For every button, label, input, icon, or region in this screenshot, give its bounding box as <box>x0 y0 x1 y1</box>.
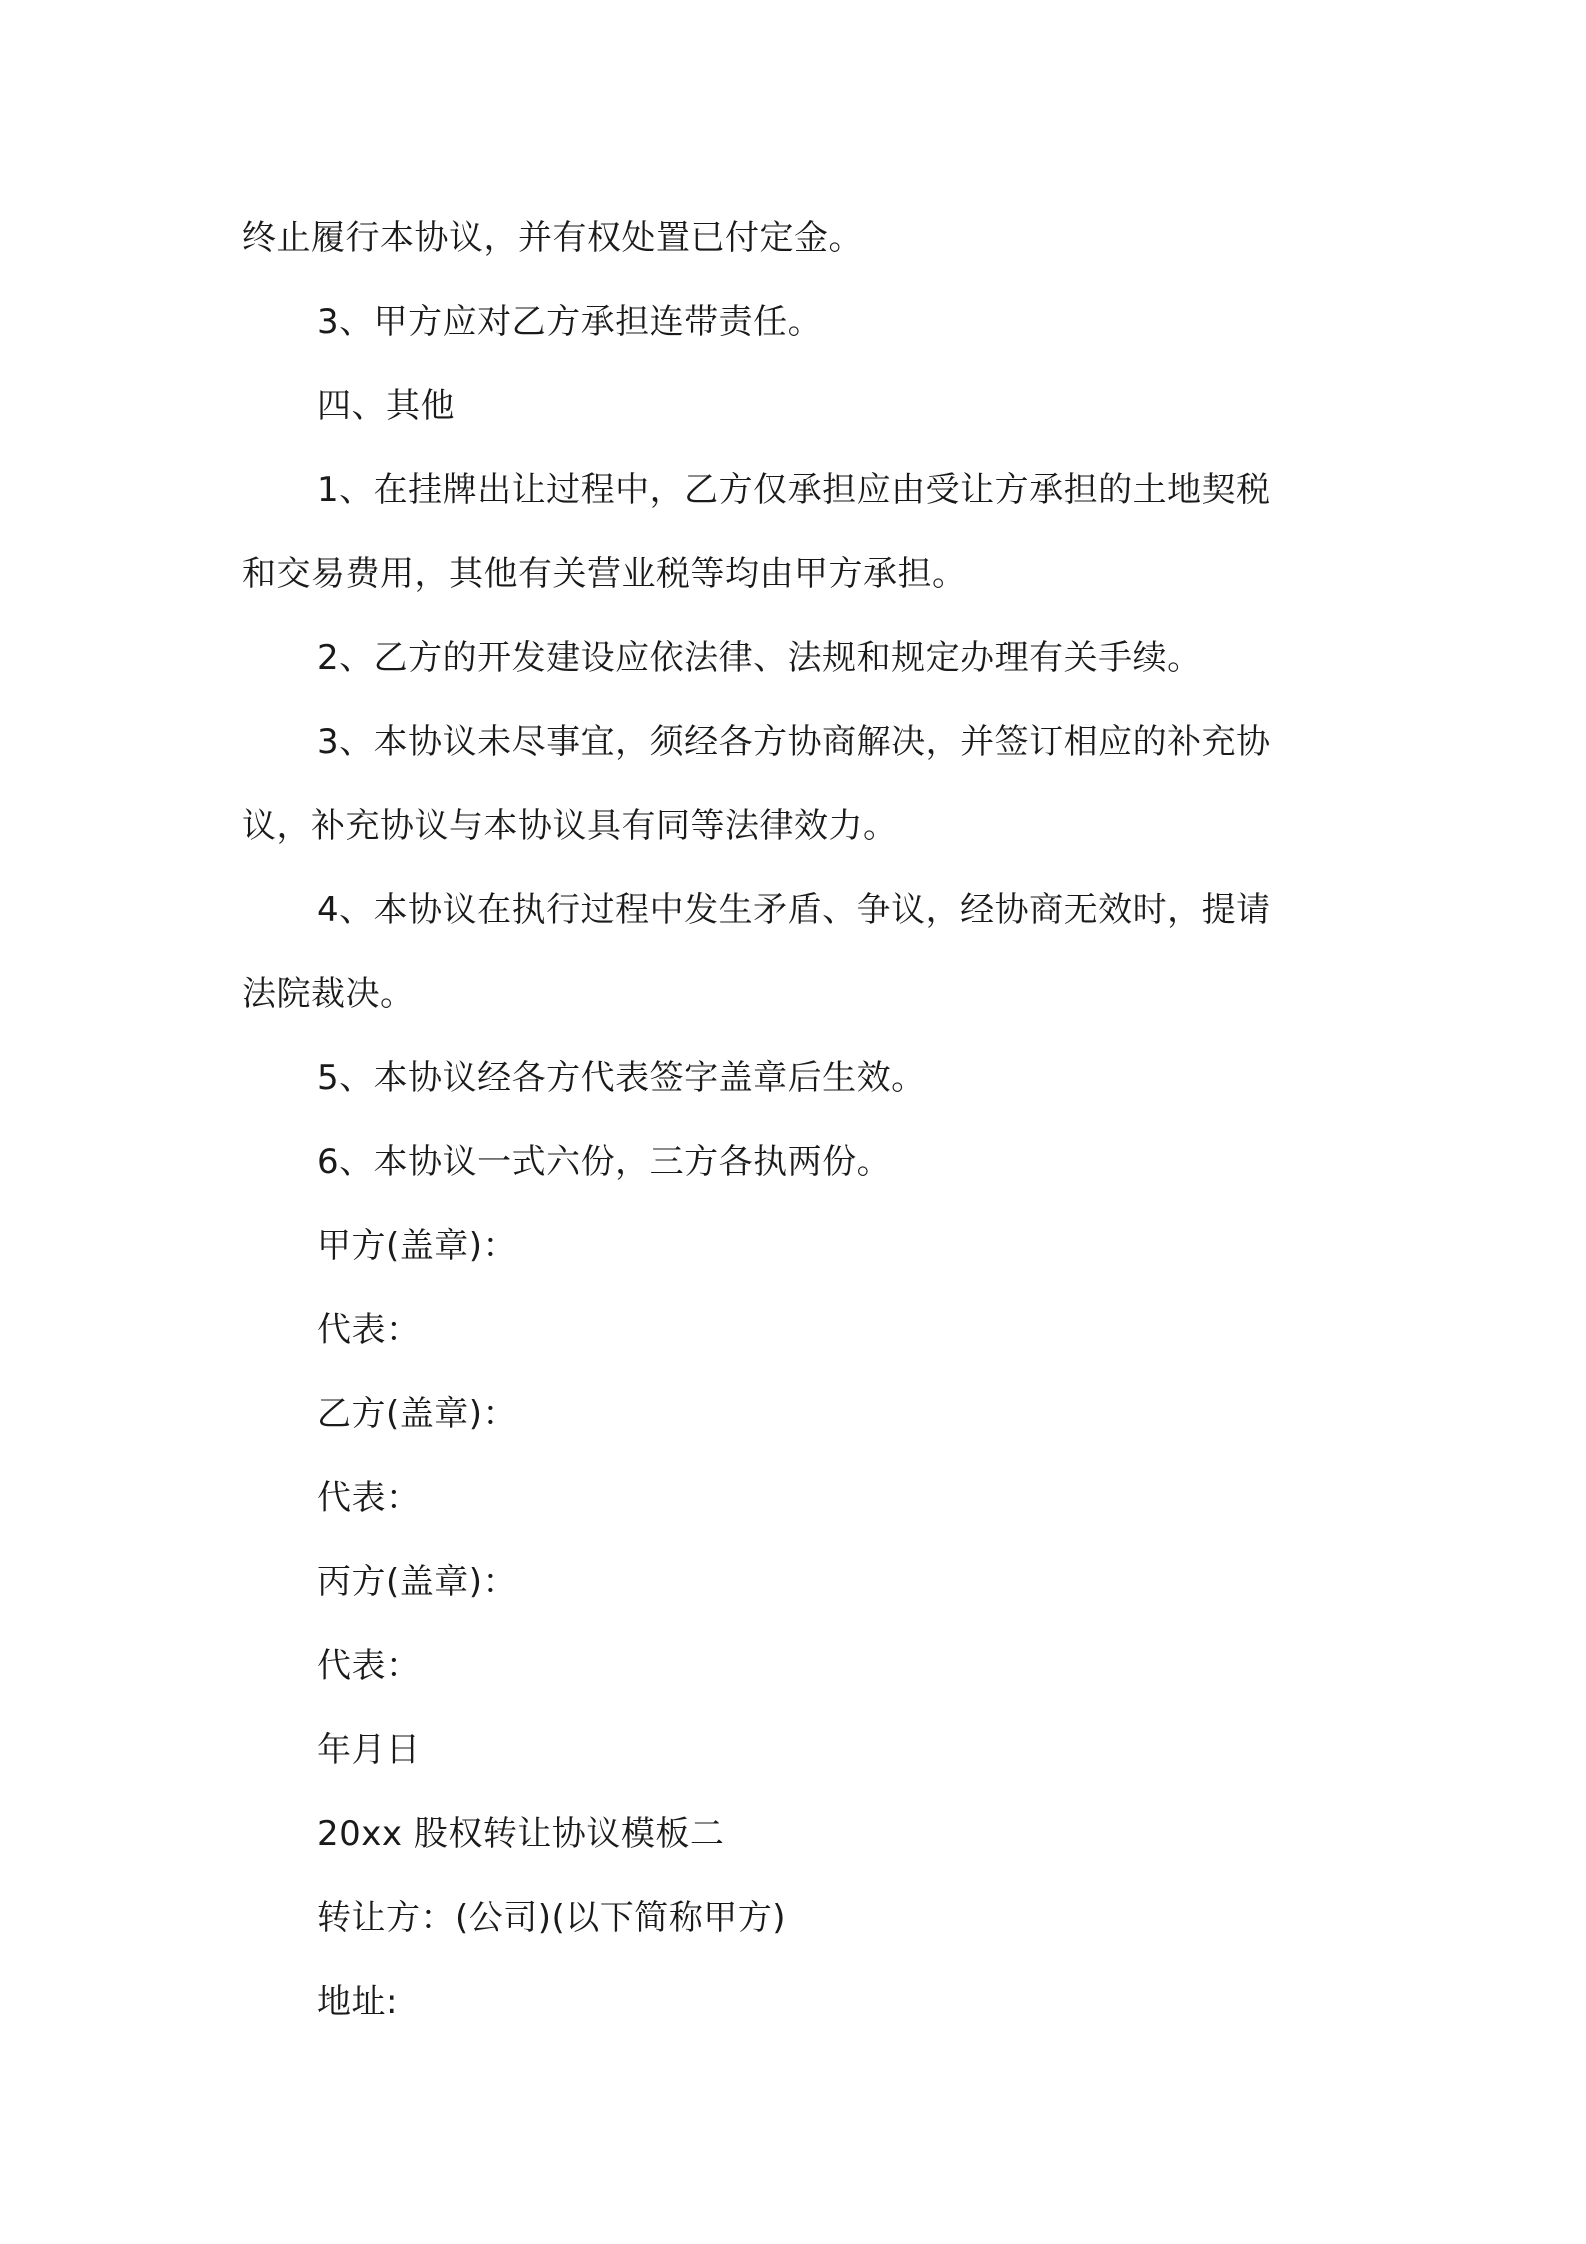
text-line: 法院裁决。 <box>242 974 415 1014</box>
text-line: 4、本协议在执行过程中发生矛盾、争议，经协商无效时，提请 <box>317 890 1271 930</box>
address-line: 地址: <box>317 1982 398 2022</box>
text-line: 1、在挂牌出让过程中，乙方仅承担应由受让方承担的土地契税 <box>317 470 1271 510</box>
text-line: 6、本协议一式六份，三方各执两份。 <box>317 1142 892 1182</box>
text-line: 3、本协议未尽事宜，须经各方协商解决，并签订相应的补充协 <box>317 722 1271 762</box>
signature-representative: 代表： <box>317 1478 421 1518</box>
signature-representative: 代表： <box>317 1646 421 1686</box>
signature-party-c: 丙方(盖章)： <box>317 1562 518 1602</box>
text-line: 5、本协议经各方代表签字盖章后生效。 <box>317 1058 926 1098</box>
text-line: 3、甲方应对乙方承担连带责任。 <box>317 302 823 342</box>
text-line: 和交易费用，其他有关营业税等均由甲方承担。 <box>242 554 967 594</box>
section-heading: 四、其他 <box>317 386 455 426</box>
signature-party-b: 乙方(盖章)： <box>317 1394 518 1434</box>
date-line: 年月日 <box>317 1730 421 1770</box>
text-line: 终止履行本协议，并有权处置已付定金。 <box>242 218 863 258</box>
signature-representative: 代表： <box>317 1310 421 1350</box>
text-line: 2、乙方的开发建设应依法律、法规和规定办理有关手续。 <box>317 638 1202 678</box>
template-title: 20xx 股权转让协议模板二 <box>317 1814 725 1854</box>
signature-party-a: 甲方(盖章)： <box>317 1226 518 1266</box>
document-body <box>242 196 1362 2044</box>
text-line: 议，补充协议与本协议具有同等法律效力。 <box>242 806 898 846</box>
transferor-line: 转让方：(公司)(以下简称甲方) <box>317 1898 787 1938</box>
